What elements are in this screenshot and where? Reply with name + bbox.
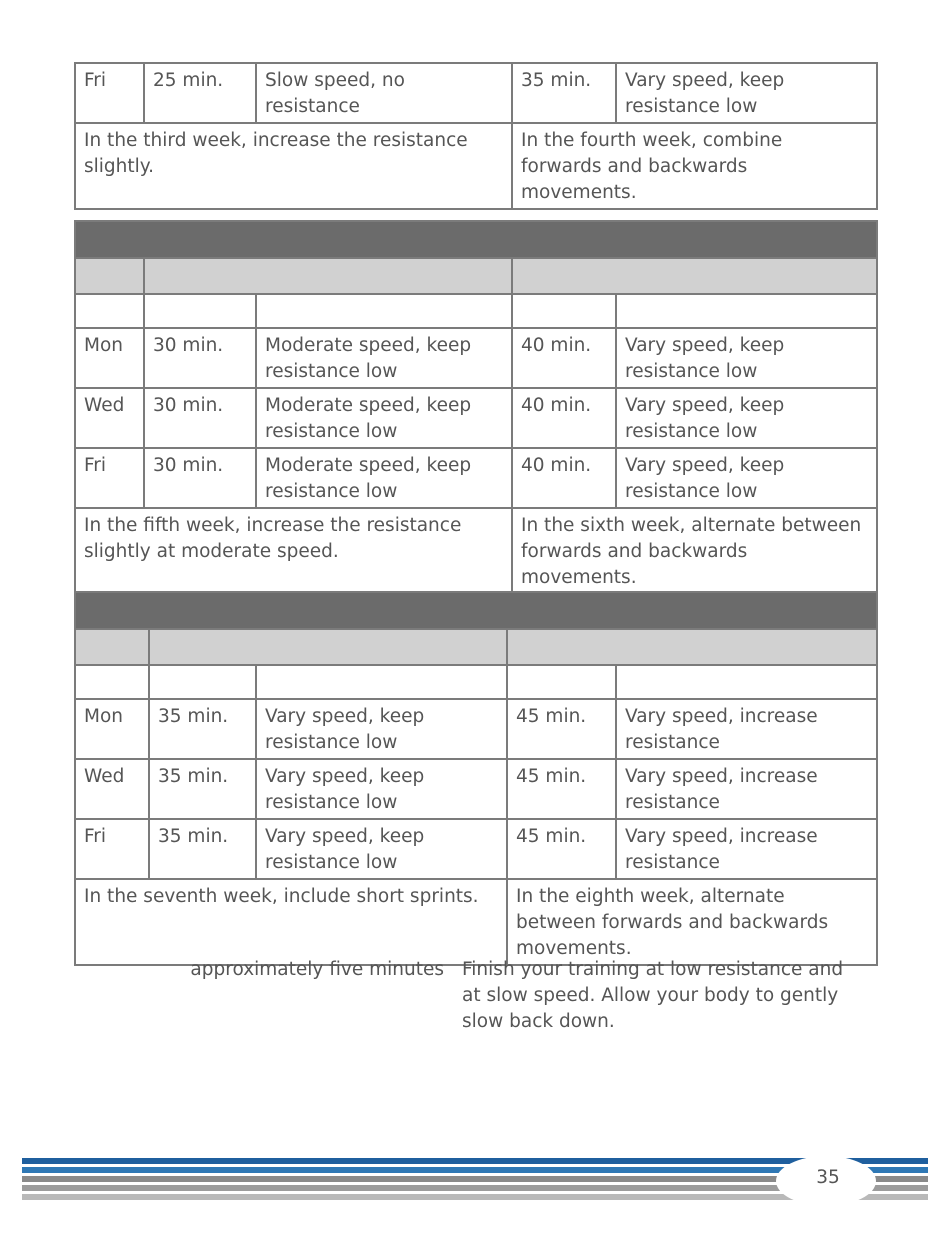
- duration-cell: 30 min.: [144, 328, 256, 388]
- week-note: In the sixth week, alternate between forwards and backwards movements.: [512, 508, 877, 594]
- duration-cell: 30 min.: [144, 448, 256, 508]
- exercise-cell: Vary speed, keep resistance low: [256, 699, 507, 759]
- page-number: 35: [816, 1167, 840, 1188]
- exercise-cell: Vary speed, increase resistance: [616, 699, 877, 759]
- exercise-cell: Vary speed, keep resistance low: [616, 328, 877, 388]
- duration-cell: 40 min.: [512, 448, 616, 508]
- week-note: In the fourth week, combine forwards and backwards movements.: [512, 123, 877, 209]
- week-note: In the third week, increase the resistance slightly.: [75, 123, 512, 209]
- duration-cell: 40 min.: [512, 328, 616, 388]
- week-note: In the seventh week, include short sprints.: [75, 879, 507, 965]
- exercise-cell: Vary speed, keep resistance low: [616, 448, 877, 508]
- day-cell: Mon: [75, 328, 144, 388]
- duration-cell: 40 min.: [512, 388, 616, 448]
- duration-cell: 45 min.: [507, 759, 616, 819]
- day-cell: Fri: [75, 819, 149, 879]
- cooldown-text: Finish your training at low resistance and at slow speed. Allow your body to gently slow back down.: [462, 959, 844, 1032]
- exercise-cell: Vary speed, increase resistance: [616, 819, 877, 879]
- exercise-cell: Vary speed, keep resistance low: [616, 63, 877, 123]
- exercise-cell: Moderate speed, keep resistance low: [256, 388, 512, 448]
- day-cell: Fri: [75, 63, 144, 123]
- week-note: In the fifth week, increase the resistance slightly at moderate speed.: [75, 508, 512, 594]
- exercise-cell: Vary speed, keep resistance low: [256, 759, 507, 819]
- exercise-cell: Vary speed, keep resistance low: [616, 388, 877, 448]
- exercise-cell: Moderate speed, keep resistance low: [256, 328, 512, 388]
- exercise-cell: Vary speed, increase resistance: [616, 759, 877, 819]
- week-note: In the eighth week, alternate between forwards and backwards movements.: [507, 879, 877, 965]
- day-cell: Fri: [75, 448, 144, 508]
- day-cell: Wed: [75, 388, 144, 448]
- duration-cell: 45 min.: [507, 699, 616, 759]
- day-cell: Wed: [75, 759, 149, 819]
- exercise-cell: Slow speed, no resistance: [256, 63, 512, 123]
- duration-cell: 35 min.: [149, 699, 256, 759]
- duration-cell: 35 min.: [149, 819, 256, 879]
- duration-cell: 30 min.: [144, 388, 256, 448]
- exercise-cell: Vary speed, keep resistance low: [256, 819, 507, 879]
- cooldown-duration: approximately five minutes: [190, 959, 444, 980]
- duration-cell: 35 min.: [512, 63, 616, 123]
- duration-cell: 45 min.: [507, 819, 616, 879]
- duration-cell: 25 min.: [144, 63, 256, 123]
- day-cell: Mon: [75, 699, 149, 759]
- duration-cell: 35 min.: [149, 759, 256, 819]
- exercise-cell: Moderate speed, keep resistance low: [256, 448, 512, 508]
